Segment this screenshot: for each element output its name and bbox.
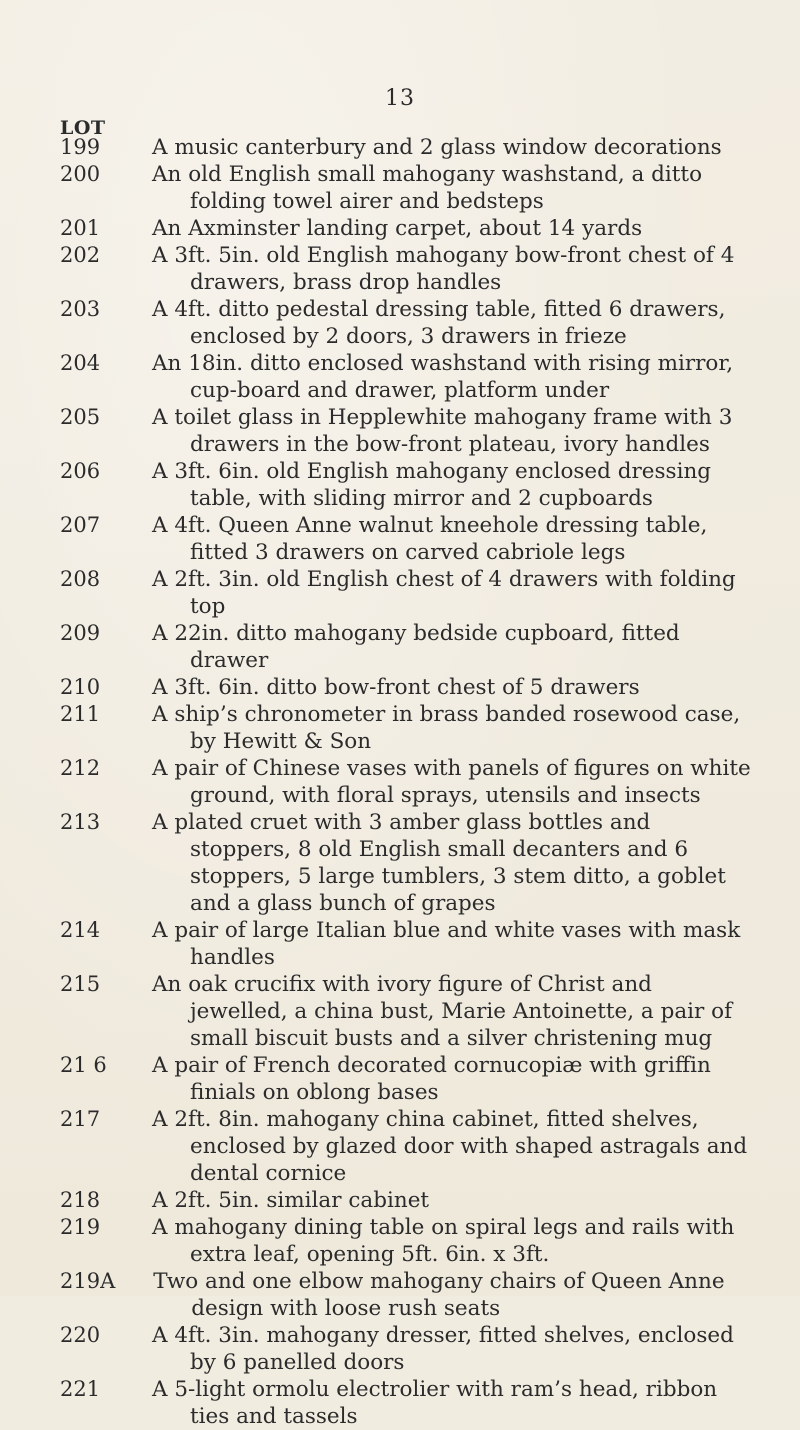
- lot-entry: [60, 1214, 760, 1268]
- lot-number: 219A: [60, 1269, 116, 1293]
- lot-entry: [60, 1376, 760, 1430]
- lot-description: A mahogany dining table on spiral legs and rails with extra leaf, opening 5ft. 6in. x 3ft.: [152, 1215, 735, 1267]
- lot-entry: [60, 404, 760, 458]
- lot-number: 208: [60, 567, 101, 591]
- lot-description: A 3ft. 6in. old English mahogany enclosed dressing table, with sliding mirror and 2 cupboards: [152, 459, 712, 511]
- lot-number: 215: [60, 972, 101, 996]
- lot-entry: [60, 971, 760, 1052]
- lot-number: 199: [60, 135, 101, 159]
- lot-number: 211: [60, 702, 101, 726]
- page-number: 13: [385, 86, 415, 111]
- lot-entry: [60, 1268, 760, 1322]
- lot-description: An 18in. ditto enclosed washstand with rising mirror, cup-board and drawer, platform under: [152, 351, 734, 403]
- lot-number: 210: [60, 675, 101, 699]
- lot-description: A 3ft. 6in. ditto bow-front chest of 5 drawers: [152, 675, 640, 700]
- lot-entry: [60, 1052, 760, 1106]
- lot-description: A 4ft. Queen Anne walnut kneehole dressing table, fitted 3 drawers on carved cabriole legs: [152, 513, 708, 565]
- lot-number: 213: [60, 810, 101, 834]
- lot-description: A 22in. ditto mahogany bedside cupboard, fitted drawer: [152, 621, 680, 673]
- lot-description: A 3ft. 5in. old English mahogany bow-front chest of 4 drawers, brass drop handles: [152, 243, 735, 295]
- lot-description: A 4ft. 3in. mahogany dresser, fitted shelves, enclosed by 6 panelled doors: [152, 1323, 734, 1375]
- lot-entry: [60, 566, 760, 620]
- lot-description: A pair of French decorated cornucopiæ with griffin finials on oblong bases: [152, 1053, 711, 1105]
- lot-number: 218: [60, 1188, 101, 1212]
- lot-number: 207: [60, 513, 101, 537]
- lot-number: 206: [60, 459, 101, 483]
- lot-entry: [60, 134, 760, 161]
- lot-description: Two and one elbow mahogany chairs of Queen Anne design with loose rush seats: [153, 1269, 725, 1321]
- lot-number: 204: [60, 351, 101, 375]
- lot-description: A pair of Chinese vases with panels of figures on white ground, with floral sprays, utensils and insects: [152, 756, 751, 808]
- lot-number: 217: [60, 1107, 101, 1131]
- lot-description: A 4ft. ditto pedestal dressing table, fitted 6 drawers, enclosed by 2 doors, 3 drawers in frieze: [152, 297, 726, 349]
- lot-description: A music canterbury and 2 glass window decorations: [152, 135, 722, 160]
- lot-entry: [60, 917, 760, 971]
- lot-number: 214: [60, 918, 101, 942]
- lot-description: A pair of large Italian blue and white vases with mask handles: [152, 918, 741, 970]
- lot-description: An old English small mahogany washstand, a ditto folding towel airer and bedsteps: [152, 162, 703, 214]
- lot-number: 221: [60, 1377, 101, 1401]
- lot-number: 220: [60, 1323, 101, 1347]
- lot-entry: [60, 1106, 760, 1187]
- lot-number: 202: [60, 243, 101, 267]
- lot-entry: [60, 161, 760, 215]
- lot-entry: [60, 1322, 760, 1376]
- lot-number: 212: [60, 756, 101, 780]
- lot-column-header: LOT: [60, 117, 106, 139]
- lot-entry: [60, 755, 760, 809]
- lot-description: A plated cruet with 3 amber glass bottles and stoppers, 8 old English small decanters and 6 stoppers, 5 large tumblers, 3 stem ditto, a goblet and a glass bunch of grapes: [152, 810, 726, 916]
- lot-number: 201: [60, 216, 101, 240]
- lot-list: [60, 134, 760, 1430]
- lot-number: 219: [60, 1215, 101, 1239]
- lot-description: A ship’s chronometer in brass banded rosewood case, by Hewitt & Son: [152, 702, 741, 754]
- lot-description: A toilet glass in Hepplewhite mahogany frame with 3 drawers in the bow-front plateau, ivory handles: [152, 405, 733, 457]
- lot-entry: [60, 242, 760, 296]
- lot-description: An oak crucifix with ivory figure of Christ and jewelled, a china bust, Marie Antoinette, a pair of small biscuit busts and a silver christening mug: [152, 972, 733, 1051]
- lot-number: 203: [60, 297, 101, 321]
- lot-description: A 2ft. 3in. old English chest of 4 drawers with folding top: [152, 567, 736, 619]
- lot-entry: [60, 809, 760, 917]
- lot-entry: [60, 512, 760, 566]
- lot-number: 205: [60, 405, 101, 429]
- lot-description: An Axminster landing carpet, about 14 yards: [152, 216, 643, 241]
- lot-entry: [60, 215, 760, 242]
- lot-number: 21 6: [60, 1053, 107, 1077]
- lot-description: A 2ft. 5in. similar cabinet: [152, 1188, 430, 1213]
- lot-entry: [60, 1187, 760, 1214]
- lot-entry: [60, 350, 760, 404]
- lot-description: A 5-light ormolu electrolier with ram’s head, ribbon ties and tassels: [152, 1377, 718, 1429]
- lot-entry: [60, 701, 760, 755]
- lot-number: 200: [60, 162, 101, 186]
- lot-number: 209: [60, 621, 101, 645]
- lot-entry: [60, 674, 760, 701]
- lot-entry: [60, 296, 760, 350]
- lot-entry: [60, 620, 760, 674]
- lot-description: A 2ft. 8in. mahogany china cabinet, fitted shelves, enclosed by glazed door with shaped astragals and dental cornice: [152, 1107, 748, 1186]
- lot-entry: [60, 458, 760, 512]
